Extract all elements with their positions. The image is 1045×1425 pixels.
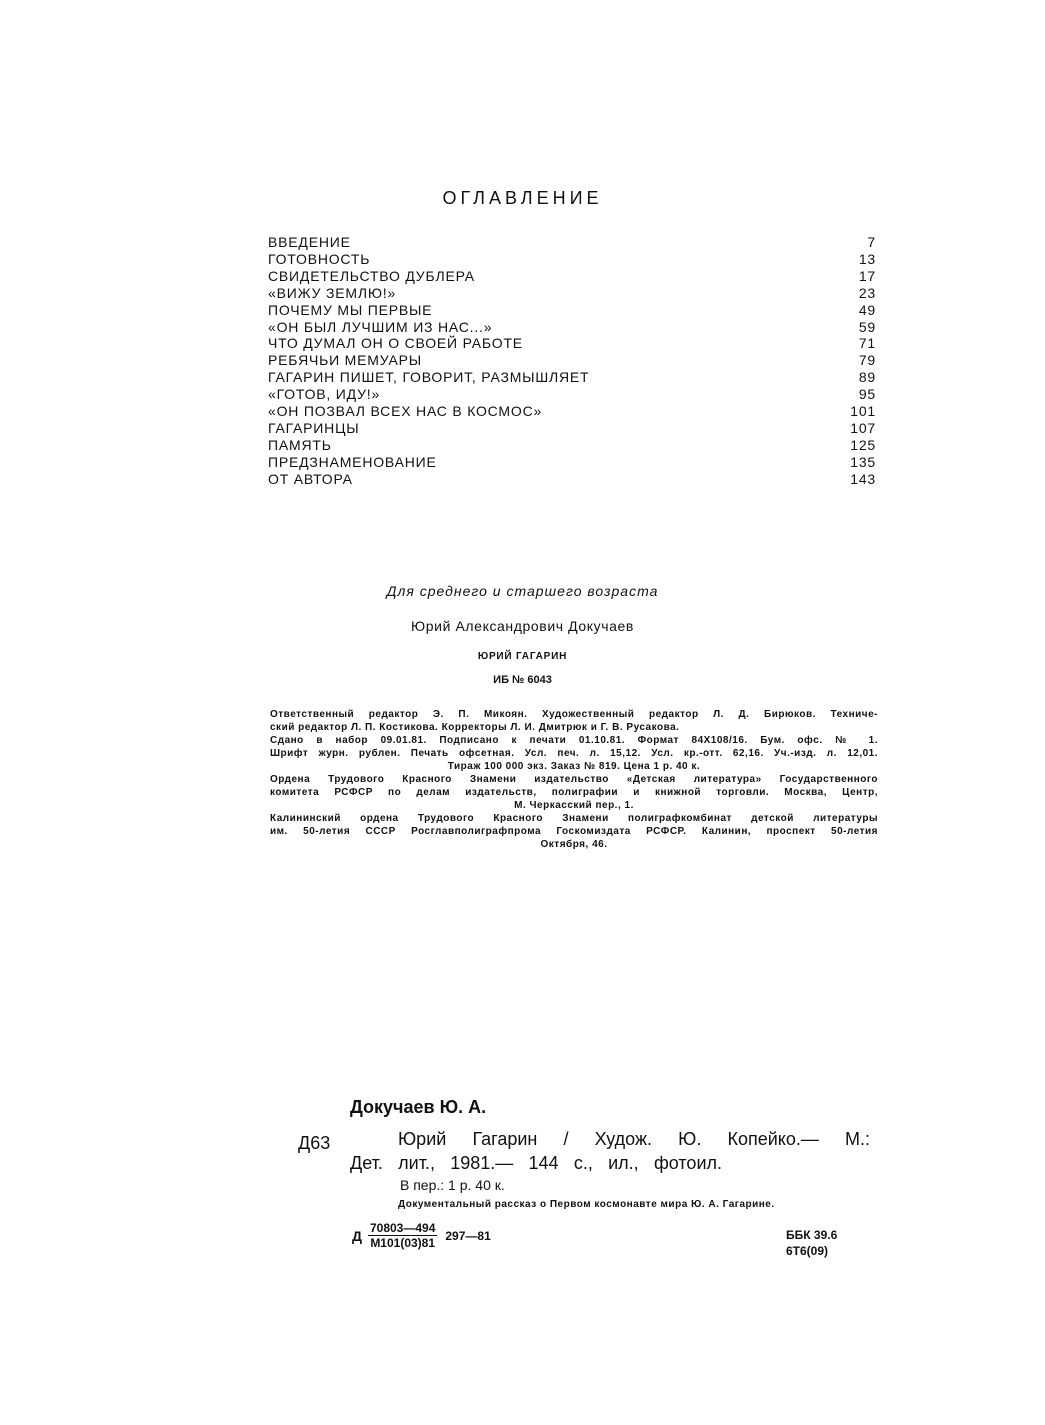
toc-entry [268, 234, 876, 251]
toc-entry-page: 143 [850, 470, 876, 487]
bbk-line: 6Т6(09) [786, 1244, 829, 1258]
toc-entry-page: 79 [858, 352, 876, 369]
toc-entry-page: 23 [858, 284, 876, 301]
toc-entry [268, 420, 876, 437]
imprint-line: Сдано в набор 09.01.81. Подписано к печати 01.10.81. Формат 84Х108/16. Бум. офс. № 1. [270, 735, 878, 746]
toc-entry-page: 125 [850, 436, 876, 453]
toc-entry-page: 7 [867, 234, 876, 250]
toc-entry-label: ЧТО ДУМАЛ ОН О СВОЕЙ РАБОТЕ [268, 335, 523, 352]
toc-entry-label: ГАГАРИНЦЫ [268, 419, 360, 436]
imprint-line: ский редактор Л. П. Костикова. Корректоры Л. И. Дмитрюк и Г. В. Русакова. [270, 722, 680, 733]
toc-title: ОГЛАВЛЕНИЕ [442, 188, 603, 208]
toc-entry-label: ГОТОВНОСТЬ [268, 250, 371, 267]
bbk-line: ББК 39.6 [786, 1228, 838, 1242]
catalog-author: Докучаев Ю. А. [350, 1097, 487, 1117]
toc-entry [268, 285, 876, 302]
imprint-line: Тираж 100 000 экз. Заказ № 819. Цена 1 р. 40 к. [447, 761, 701, 772]
formula-trail: 297—81 [445, 1228, 491, 1243]
class-code: Д63 [298, 1133, 331, 1153]
toc-entry-page: 89 [858, 369, 876, 386]
annotation: Документальный рассказ о Первом космонавте мира Ю. А. Гагарине. [398, 1199, 775, 1210]
toc-entry-label: ПРЕДЗНАМЕНОВАНИЕ [268, 453, 437, 470]
formula-numerator: 70803—494 [369, 1221, 436, 1235]
formula-denominator: М101(03)81 [370, 1236, 436, 1250]
formula-fraction [368, 1221, 437, 1250]
toc-entry [268, 319, 876, 336]
imprint-line: Калининский ордена Трудового Красного Знамени полиграфкомбинат детской литературы [270, 813, 878, 824]
toc-entry-label: СВИДЕТЕЛЬСТВО ДУБЛЕРА [268, 267, 475, 284]
toc-entry-label: «ВИЖУ ЗЕМЛЮ!» [268, 284, 397, 301]
toc-entry [268, 437, 876, 454]
toc-entry [268, 403, 876, 420]
audience-note: Для среднего и старшего возраста [386, 583, 659, 599]
imprint-line: им. 50-летия СССР Росглавполиграфпрома Госкомиздата РСФСР. Калинин, проспект 50-летия [270, 826, 878, 837]
imprint-block [270, 708, 878, 851]
toc-entry [268, 268, 876, 285]
toc-entry [268, 335, 876, 352]
toc-entry-page: 95 [858, 386, 876, 403]
toc-entry-page: 101 [850, 403, 876, 420]
imprint-line: Ордена Трудового Красного Знамени издательство «Детская литература» Государственного [270, 774, 878, 785]
toc-entry-label: ВВЕДЕНИЕ [268, 234, 351, 250]
toc-entry-label: ГАГАРИН ПИШЕТ, ГОВОРИТ, РАЗМЫШЛЯЕТ [268, 369, 590, 386]
bib-line: Юрий Гагарин / Худож. Ю. Копейко.— М.: [398, 1129, 870, 1149]
toc-entry [268, 251, 876, 268]
toc-entry-page: 71 [858, 335, 876, 352]
toc-entry [268, 454, 876, 471]
toc-entry-label: РЕБЯЧЬИ МЕМУАРЫ [268, 352, 422, 369]
toc-entry-label: ПОЧЕМУ МЫ ПЕРВЫЕ [268, 301, 433, 318]
toc-entry-label: «ГОТОВ, ИДУ!» [268, 386, 381, 403]
author-full-name: Юрий Александрович Докучаев [411, 618, 634, 634]
toc-entry [268, 369, 876, 386]
imprint-line: комитета РСФСР по делам издательств, полиграфии и книжной торговли. Москва, Центр, [270, 787, 878, 798]
toc-entry-label: ПАМЯТЬ [268, 436, 332, 453]
imprint-line: М. Черкасский пер., 1. [514, 800, 634, 811]
imprint-line: Ответственный редактор Э. П. Микоян. Художественный редактор Л. Д. Бирюков. Техниче- [270, 709, 878, 720]
imprint-line: Октября, 46. [540, 839, 608, 850]
toc-entry [268, 302, 876, 319]
toc-entry [268, 386, 876, 403]
bbk-codes [786, 1227, 837, 1259]
formula-letter: Д [352, 1227, 362, 1244]
toc-entry-page: 59 [858, 318, 876, 335]
catalog-formula [352, 1221, 491, 1250]
ib-number: ИБ № 6043 [493, 674, 552, 686]
toc-entry-page: 17 [858, 267, 876, 284]
toc-entry-page: 135 [850, 453, 876, 470]
bibliographic-record [350, 1127, 870, 1175]
table-of-contents [268, 234, 876, 488]
toc-entry-label: «ОН БЫЛ ЛУЧШИМ ИЗ НАС...» [268, 318, 493, 335]
bib-line: Дет. лит., 1981.— 144 с., ил., фотоил. [350, 1153, 722, 1173]
toc-entry [268, 352, 876, 369]
price: В пер.: 1 р. 40 к. [400, 1177, 505, 1193]
imprint-line: Шрифт журн. рублен. Печать офсетная. Усл. печ. л. 15,12. Усл. кр.-отт. 62,16. Уч.-изд. л. 12,01. [270, 748, 878, 759]
toc-entry-page: 13 [858, 250, 876, 267]
toc-entry-label: ОТ АВТОРА [268, 470, 353, 487]
toc-entry-label: «ОН ПОЗВАЛ ВСЕХ НАС В КОСМОС» [268, 403, 543, 420]
toc-entry [268, 471, 876, 488]
toc-entry-page: 49 [858, 301, 876, 318]
toc-entry-page: 107 [850, 419, 876, 436]
book-title: ЮРИЙ ГАГАРИН [477, 651, 568, 662]
